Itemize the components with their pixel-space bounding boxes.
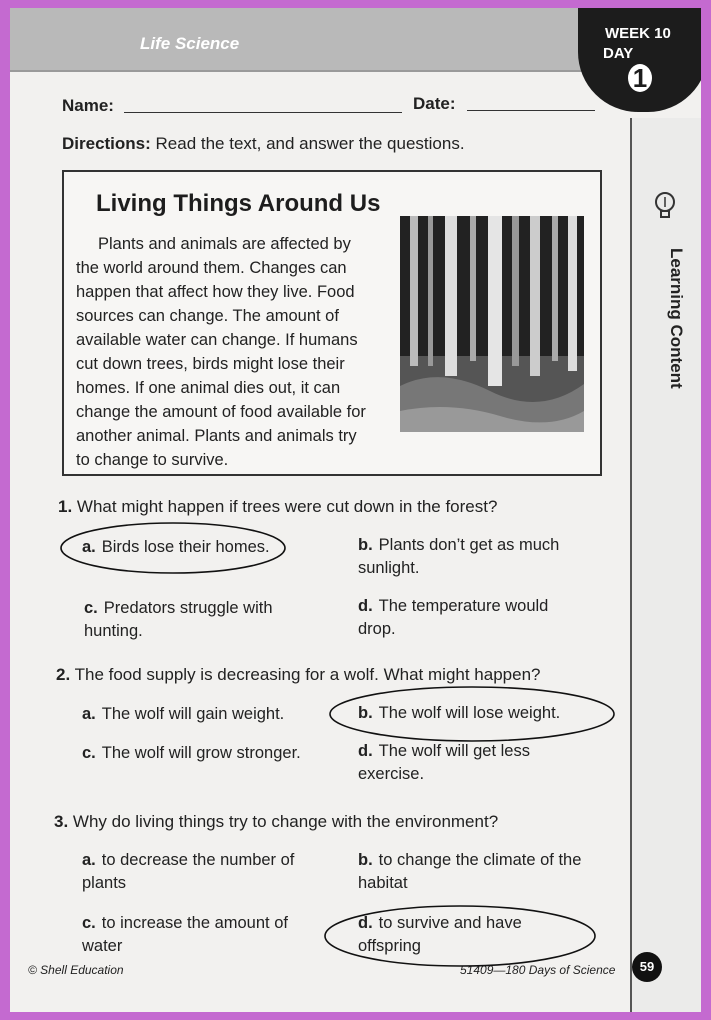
- date-label: Date:: [413, 94, 456, 113]
- name-field[interactable]: [124, 112, 402, 113]
- directions: [62, 134, 465, 154]
- day-number: 1: [628, 64, 652, 92]
- header-band: [10, 8, 610, 72]
- q2-option-d[interactable]: d. The wolf will get less exercise.: [358, 742, 530, 783]
- name-label: Name:: [62, 96, 114, 115]
- q2-option-b[interactable]: b. The wolf will lose weight.: [358, 704, 561, 722]
- question-3: 3. Why do living things try to change with the environment?: [54, 812, 499, 831]
- q3-option-a[interactable]: a. to decrease the number of plants: [82, 851, 295, 892]
- question-1: 1. What might happen if trees were cut down in the forest?: [58, 497, 498, 516]
- q1-option-d[interactable]: d. The temperature would drop.: [358, 597, 549, 638]
- date-field[interactable]: [467, 110, 595, 111]
- question-2: 2. The food supply is decreasing for a wolf. What might happen?: [56, 665, 541, 684]
- footer-publisher: © Shell Education: [28, 963, 124, 977]
- forest-illustration: [400, 216, 584, 432]
- footer-book: 51409—180 Days of Science: [460, 963, 616, 977]
- reading-passage-box: [62, 170, 602, 476]
- week-day-badge: [578, 8, 701, 112]
- q3-option-b[interactable]: b. to change the climate of the habitat: [358, 851, 582, 892]
- q3-option-c[interactable]: c. to increase the amount of water: [82, 914, 288, 955]
- q2-option-c[interactable]: c. The wolf will grow stronger.: [82, 744, 301, 762]
- passage-title: Living Things Around Us: [96, 190, 381, 217]
- q2-option-a[interactable]: a. The wolf will gain weight.: [82, 705, 285, 723]
- q1-option-b[interactable]: b. Plants don’t get as much sunlight.: [358, 536, 560, 577]
- q1-option-a[interactable]: a. Birds lose their homes.: [82, 538, 270, 556]
- worksheet-page: [10, 8, 701, 1012]
- learning-content-label: Learning Content: [667, 248, 686, 389]
- week-label: WEEK 10: [605, 25, 671, 42]
- q1-option-c[interactable]: c. Predators struggle with hunting.: [84, 599, 273, 640]
- directions-label: Directions:: [62, 134, 151, 153]
- day-label: DAY: [603, 45, 634, 62]
- passage-text: Plants and animals are affected by the world around them. Changes can happen that affect how they live. Food sources can change. The amount of available water can change. If humans cut down trees, birds might lose their homes. If one animal dies out, it can change the amount of food available for another animal. Plants and animals try to change to survive.: [76, 235, 366, 469]
- directions-text: Read the text, and answer the questions.: [150, 134, 465, 153]
- lightbulb-icon: [652, 190, 678, 229]
- q3-option-d[interactable]: d. to survive and have offspring: [358, 914, 522, 955]
- section-title: Life Science: [140, 34, 240, 53]
- side-strip: [630, 118, 701, 1012]
- page-number: 59: [632, 952, 662, 982]
